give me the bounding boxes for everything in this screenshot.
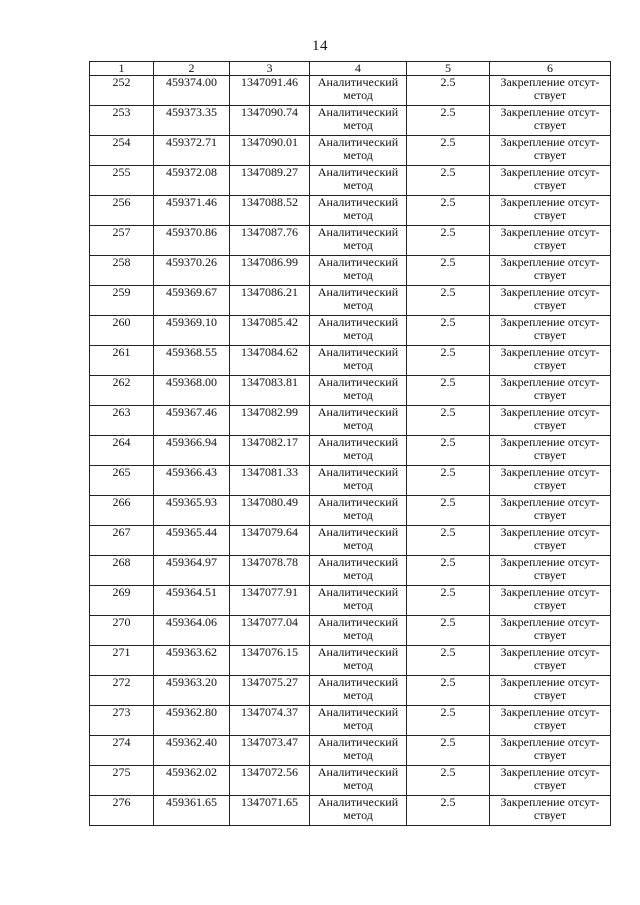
method-cell	[310, 796, 407, 826]
method-line-2: метод	[343, 538, 373, 552]
fixing-line-1: Закрепление отсут-	[500, 585, 600, 599]
method-cell	[310, 436, 407, 466]
fixing-line-1: Закрепление отсут-	[500, 735, 600, 749]
point-number: 275	[90, 766, 154, 796]
accuracy-value: 2.5	[407, 556, 490, 586]
method-line-2: метод	[343, 418, 373, 432]
point-number: 261	[90, 346, 154, 376]
fixing-line-1: Закрепление отсут-	[500, 525, 600, 539]
fixing-cell	[490, 526, 611, 556]
point-number: 271	[90, 646, 154, 676]
coordinate-x: 459369.67	[154, 286, 230, 316]
coordinate-x: 459367.46	[154, 406, 230, 436]
method-cell	[310, 586, 407, 616]
fixing-line-1: Закрепление отсут-	[500, 195, 600, 209]
fixing-line-2: ствует	[533, 718, 567, 732]
method-cell	[310, 766, 407, 796]
point-number: 269	[90, 586, 154, 616]
table-row	[90, 766, 611, 796]
fixing-cell	[490, 286, 611, 316]
accuracy-value: 2.5	[407, 436, 490, 466]
coordinate-y: 1347078.78	[230, 556, 310, 586]
fixing-line-2: ствует	[533, 148, 567, 162]
method-line-2: метод	[343, 208, 373, 222]
fixing-cell	[490, 496, 611, 526]
table-row	[90, 496, 611, 526]
coordinate-x: 459365.44	[154, 526, 230, 556]
fixing-cell	[490, 76, 611, 106]
fixing-line-1: Закрепление отсут-	[500, 765, 600, 779]
method-line-2: метод	[343, 718, 373, 732]
method-line-2: метод	[343, 328, 373, 342]
fixing-line-1: Закрепление отсут-	[500, 645, 600, 659]
coordinate-x: 459364.06	[154, 616, 230, 646]
coordinate-x: 459366.43	[154, 466, 230, 496]
fixing-cell	[490, 466, 611, 496]
table-row	[90, 346, 611, 376]
method-line-2: метод	[343, 148, 373, 162]
table-row	[90, 256, 611, 286]
coordinate-y: 1347087.76	[230, 226, 310, 256]
fixing-line-2: ствует	[533, 388, 567, 402]
method-cell	[310, 256, 407, 286]
fixing-line-2: ствует	[533, 208, 567, 222]
coordinate-y: 1347076.15	[230, 646, 310, 676]
table-header	[90, 62, 611, 76]
method-line-1: Аналитический	[317, 795, 399, 809]
accuracy-value: 2.5	[407, 616, 490, 646]
table-row	[90, 106, 611, 136]
method-line-2: метод	[343, 178, 373, 192]
coordinate-y: 1347082.17	[230, 436, 310, 466]
fixing-line-1: Закрепление отсут-	[500, 465, 600, 479]
fixing-line-2: ствует	[533, 808, 567, 822]
fixing-cell	[490, 766, 611, 796]
point-number: 267	[90, 526, 154, 556]
method-line-1: Аналитический	[317, 195, 399, 209]
table-row	[90, 286, 611, 316]
method-line-1: Аналитический	[317, 405, 399, 419]
fixing-line-1: Закрепление отсут-	[500, 675, 600, 689]
table-row	[90, 616, 611, 646]
coordinate-x: 459363.62	[154, 646, 230, 676]
method-line-2: метод	[343, 628, 373, 642]
point-number: 262	[90, 376, 154, 406]
accuracy-value: 2.5	[407, 706, 490, 736]
fixing-line-1: Закрепление отсут-	[500, 555, 600, 569]
method-line-1: Аналитический	[317, 285, 399, 299]
header-col-1: 1	[90, 62, 154, 76]
method-cell	[310, 226, 407, 256]
point-number: 276	[90, 796, 154, 826]
fixing-cell	[490, 226, 611, 256]
fixing-cell	[490, 706, 611, 736]
fixing-cell	[490, 556, 611, 586]
method-line-2: метод	[343, 688, 373, 702]
method-line-1: Аналитический	[317, 465, 399, 479]
coordinate-x: 459374.00	[154, 76, 230, 106]
method-line-2: метод	[343, 358, 373, 372]
header-col-2: 2	[154, 62, 230, 76]
method-cell	[310, 496, 407, 526]
fixing-line-1: Закрепление отсут-	[500, 495, 600, 509]
page-number: 14	[312, 38, 328, 54]
coordinate-x: 459362.40	[154, 736, 230, 766]
accuracy-value: 2.5	[407, 586, 490, 616]
table-row	[90, 406, 611, 436]
fixing-cell	[490, 346, 611, 376]
fixing-cell	[490, 586, 611, 616]
coordinate-y: 1347083.81	[230, 376, 310, 406]
fixing-line-2: ствует	[533, 478, 567, 492]
coordinate-y: 1347079.64	[230, 526, 310, 556]
fixing-line-2: ствует	[533, 178, 567, 192]
fixing-line-1: Закрепление отсут-	[500, 375, 600, 389]
accuracy-value: 2.5	[407, 196, 490, 226]
accuracy-value: 2.5	[407, 406, 490, 436]
header-col-5: 5	[407, 62, 490, 76]
coordinate-y: 1347073.47	[230, 736, 310, 766]
fixing-cell	[490, 616, 611, 646]
fixing-cell	[490, 436, 611, 466]
method-cell	[310, 76, 407, 106]
table-body	[90, 76, 611, 826]
accuracy-value: 2.5	[407, 256, 490, 286]
fixing-cell	[490, 796, 611, 826]
point-number: 266	[90, 496, 154, 526]
point-number: 272	[90, 676, 154, 706]
fixing-line-2: ствует	[533, 628, 567, 642]
method-line-1: Аналитический	[317, 765, 399, 779]
coordinate-y: 1347090.74	[230, 106, 310, 136]
accuracy-value: 2.5	[407, 226, 490, 256]
fixing-line-2: ствует	[533, 748, 567, 762]
method-line-2: метод	[343, 268, 373, 282]
method-cell	[310, 526, 407, 556]
fixing-cell	[490, 106, 611, 136]
point-number: 254	[90, 136, 154, 166]
accuracy-value: 2.5	[407, 316, 490, 346]
fixing-line-1: Закрепление отсут-	[500, 75, 600, 89]
method-cell	[310, 736, 407, 766]
method-cell	[310, 616, 407, 646]
fixing-line-1: Закрепление отсут-	[500, 345, 600, 359]
method-line-2: метод	[343, 778, 373, 792]
coordinate-x: 459364.97	[154, 556, 230, 586]
fixing-line-1: Закрепление отсут-	[500, 285, 600, 299]
table-row	[90, 196, 611, 226]
table-row	[90, 376, 611, 406]
table-row	[90, 436, 611, 466]
method-cell	[310, 556, 407, 586]
point-number: 258	[90, 256, 154, 286]
fixing-line-2: ствует	[533, 658, 567, 672]
fixing-line-2: ствует	[533, 538, 567, 552]
fixing-line-1: Закрепление отсут-	[500, 405, 600, 419]
method-line-2: метод	[343, 448, 373, 462]
fixing-line-1: Закрепление отсут-	[500, 795, 600, 809]
fixing-line-1: Закрепление отсут-	[500, 165, 600, 179]
point-number: 263	[90, 406, 154, 436]
accuracy-value: 2.5	[407, 496, 490, 526]
method-line-1: Аналитический	[317, 105, 399, 119]
coordinate-x: 459365.93	[154, 496, 230, 526]
fixing-cell	[490, 736, 611, 766]
coordinate-y: 1347075.27	[230, 676, 310, 706]
method-line-2: метод	[343, 808, 373, 822]
accuracy-value: 2.5	[407, 76, 490, 106]
method-cell	[310, 706, 407, 736]
header-row	[90, 62, 611, 76]
accuracy-value: 2.5	[407, 526, 490, 556]
point-number: 273	[90, 706, 154, 736]
table-row	[90, 736, 611, 766]
fixing-line-1: Закрепление отсут-	[500, 435, 600, 449]
coordinate-y: 1347085.42	[230, 316, 310, 346]
method-line-2: метод	[343, 478, 373, 492]
fixing-line-2: ствует	[533, 238, 567, 252]
method-cell	[310, 136, 407, 166]
fixing-line-1: Закрепление отсут-	[500, 225, 600, 239]
table-row	[90, 166, 611, 196]
coordinate-y: 1347072.56	[230, 766, 310, 796]
coordinate-x: 459372.71	[154, 136, 230, 166]
table-row	[90, 316, 611, 346]
coordinate-y: 1347074.37	[230, 706, 310, 736]
table-row	[90, 586, 611, 616]
table-row	[90, 526, 611, 556]
method-cell	[310, 406, 407, 436]
header-col-4: 4	[310, 62, 407, 76]
fixing-cell	[490, 166, 611, 196]
coordinate-x: 459368.55	[154, 346, 230, 376]
table-row	[90, 646, 611, 676]
coordinate-y: 1347081.33	[230, 466, 310, 496]
fixing-line-2: ствует	[533, 508, 567, 522]
method-line-1: Аналитический	[317, 495, 399, 509]
table-row	[90, 676, 611, 706]
fixing-line-2: ствует	[533, 448, 567, 462]
method-line-2: метод	[343, 658, 373, 672]
method-line-1: Аналитический	[317, 165, 399, 179]
accuracy-value: 2.5	[407, 376, 490, 406]
table-row	[90, 706, 611, 736]
point-number: 255	[90, 166, 154, 196]
coordinate-y: 1347084.62	[230, 346, 310, 376]
method-line-1: Аналитический	[317, 315, 399, 329]
fixing-line-1: Закрепление отсут-	[500, 255, 600, 269]
coordinate-x: 459364.51	[154, 586, 230, 616]
coordinate-y: 1347077.04	[230, 616, 310, 646]
method-line-1: Аналитический	[317, 75, 399, 89]
coordinate-x: 459371.46	[154, 196, 230, 226]
coordinate-y: 1347086.21	[230, 286, 310, 316]
fixing-line-2: ствует	[533, 358, 567, 372]
method-line-1: Аналитический	[317, 675, 399, 689]
method-line-1: Аналитический	[317, 375, 399, 389]
fixing-cell	[490, 136, 611, 166]
method-line-1: Аналитический	[317, 345, 399, 359]
coordinate-x: 459370.86	[154, 226, 230, 256]
fixing-line-2: ствует	[533, 688, 567, 702]
method-line-1: Аналитический	[317, 645, 399, 659]
point-number: 270	[90, 616, 154, 646]
method-cell	[310, 676, 407, 706]
method-cell	[310, 646, 407, 676]
method-line-1: Аналитический	[317, 255, 399, 269]
method-cell	[310, 316, 407, 346]
fixing-line-2: ствует	[533, 328, 567, 342]
coordinate-x: 459362.80	[154, 706, 230, 736]
point-number: 252	[90, 76, 154, 106]
header-col-3: 3	[230, 62, 310, 76]
point-number: 265	[90, 466, 154, 496]
coordinate-x: 459373.35	[154, 106, 230, 136]
method-line-2: метод	[343, 238, 373, 252]
accuracy-value: 2.5	[407, 106, 490, 136]
accuracy-value: 2.5	[407, 646, 490, 676]
coordinate-x: 459370.26	[154, 256, 230, 286]
accuracy-value: 2.5	[407, 676, 490, 706]
coordinate-x: 459362.02	[154, 766, 230, 796]
table-row	[90, 226, 611, 256]
method-cell	[310, 286, 407, 316]
method-line-2: метод	[343, 88, 373, 102]
coordinate-y: 1347080.49	[230, 496, 310, 526]
method-line-1: Аналитический	[317, 705, 399, 719]
fixing-line-2: ствует	[533, 268, 567, 282]
coordinate-y: 1347089.27	[230, 166, 310, 196]
method-line-2: метод	[343, 508, 373, 522]
coordinate-y: 1347086.99	[230, 256, 310, 286]
point-number: 260	[90, 316, 154, 346]
fixing-line-2: ствует	[533, 418, 567, 432]
method-line-1: Аналитический	[317, 735, 399, 749]
header-col-6: 6	[490, 62, 611, 76]
accuracy-value: 2.5	[407, 766, 490, 796]
coordinate-x: 459366.94	[154, 436, 230, 466]
coordinate-x: 459369.10	[154, 316, 230, 346]
fixing-cell	[490, 406, 611, 436]
point-number: 268	[90, 556, 154, 586]
method-line-2: метод	[343, 748, 373, 762]
accuracy-value: 2.5	[407, 796, 490, 826]
coordinate-x: 459363.20	[154, 676, 230, 706]
table-row	[90, 466, 611, 496]
method-line-1: Аналитический	[317, 435, 399, 449]
method-cell	[310, 196, 407, 226]
fixing-line-1: Закрепление отсут-	[500, 615, 600, 629]
fixing-line-2: ствует	[533, 88, 567, 102]
fixing-line-2: ствует	[533, 778, 567, 792]
point-number: 256	[90, 196, 154, 226]
method-cell	[310, 166, 407, 196]
fixing-cell	[490, 646, 611, 676]
method-line-2: метод	[343, 568, 373, 582]
coordinate-y: 1347090.01	[230, 136, 310, 166]
table-row	[90, 136, 611, 166]
accuracy-value: 2.5	[407, 736, 490, 766]
coordinate-y: 1347082.99	[230, 406, 310, 436]
fixing-cell	[490, 256, 611, 286]
point-number: 253	[90, 106, 154, 136]
accuracy-value: 2.5	[407, 136, 490, 166]
method-line-1: Аналитический	[317, 135, 399, 149]
table-row	[90, 796, 611, 826]
method-cell	[310, 346, 407, 376]
accuracy-value: 2.5	[407, 466, 490, 496]
fixing-cell	[490, 676, 611, 706]
coordinate-y: 1347071.65	[230, 796, 310, 826]
coordinate-y: 1347088.52	[230, 196, 310, 226]
coordinate-y: 1347077.91	[230, 586, 310, 616]
method-line-2: метод	[343, 118, 373, 132]
method-line-1: Аналитический	[317, 585, 399, 599]
coordinate-x: 459372.08	[154, 166, 230, 196]
method-line-1: Аналитический	[317, 225, 399, 239]
method-cell	[310, 106, 407, 136]
table-row	[90, 556, 611, 586]
accuracy-value: 2.5	[407, 286, 490, 316]
accuracy-value: 2.5	[407, 166, 490, 196]
point-number: 274	[90, 736, 154, 766]
point-number: 264	[90, 436, 154, 466]
fixing-line-2: ствует	[533, 568, 567, 582]
point-number: 259	[90, 286, 154, 316]
method-cell	[310, 376, 407, 406]
method-line-2: метод	[343, 388, 373, 402]
method-line-2: метод	[343, 598, 373, 612]
method-line-1: Аналитический	[317, 525, 399, 539]
accuracy-value: 2.5	[407, 346, 490, 376]
method-line-1: Аналитический	[317, 555, 399, 569]
point-number: 257	[90, 226, 154, 256]
fixing-line-2: ствует	[533, 118, 567, 132]
method-line-1: Аналитический	[317, 615, 399, 629]
fixing-line-2: ствует	[533, 598, 567, 612]
fixing-line-1: Закрепление отсут-	[500, 105, 600, 119]
fixing-cell	[490, 316, 611, 346]
method-cell	[310, 466, 407, 496]
fixing-cell	[490, 196, 611, 226]
coordinate-x: 459368.00	[154, 376, 230, 406]
coordinates-table	[89, 61, 611, 826]
fixing-cell	[490, 376, 611, 406]
coordinate-x: 459361.65	[154, 796, 230, 826]
method-line-2: метод	[343, 298, 373, 312]
fixing-line-1: Закрепление отсут-	[500, 315, 600, 329]
fixing-line-2: ствует	[533, 298, 567, 312]
fixing-line-1: Закрепление отсут-	[500, 135, 600, 149]
fixing-line-1: Закрепление отсут-	[500, 705, 600, 719]
table-row	[90, 76, 611, 106]
coordinate-y: 1347091.46	[230, 76, 310, 106]
